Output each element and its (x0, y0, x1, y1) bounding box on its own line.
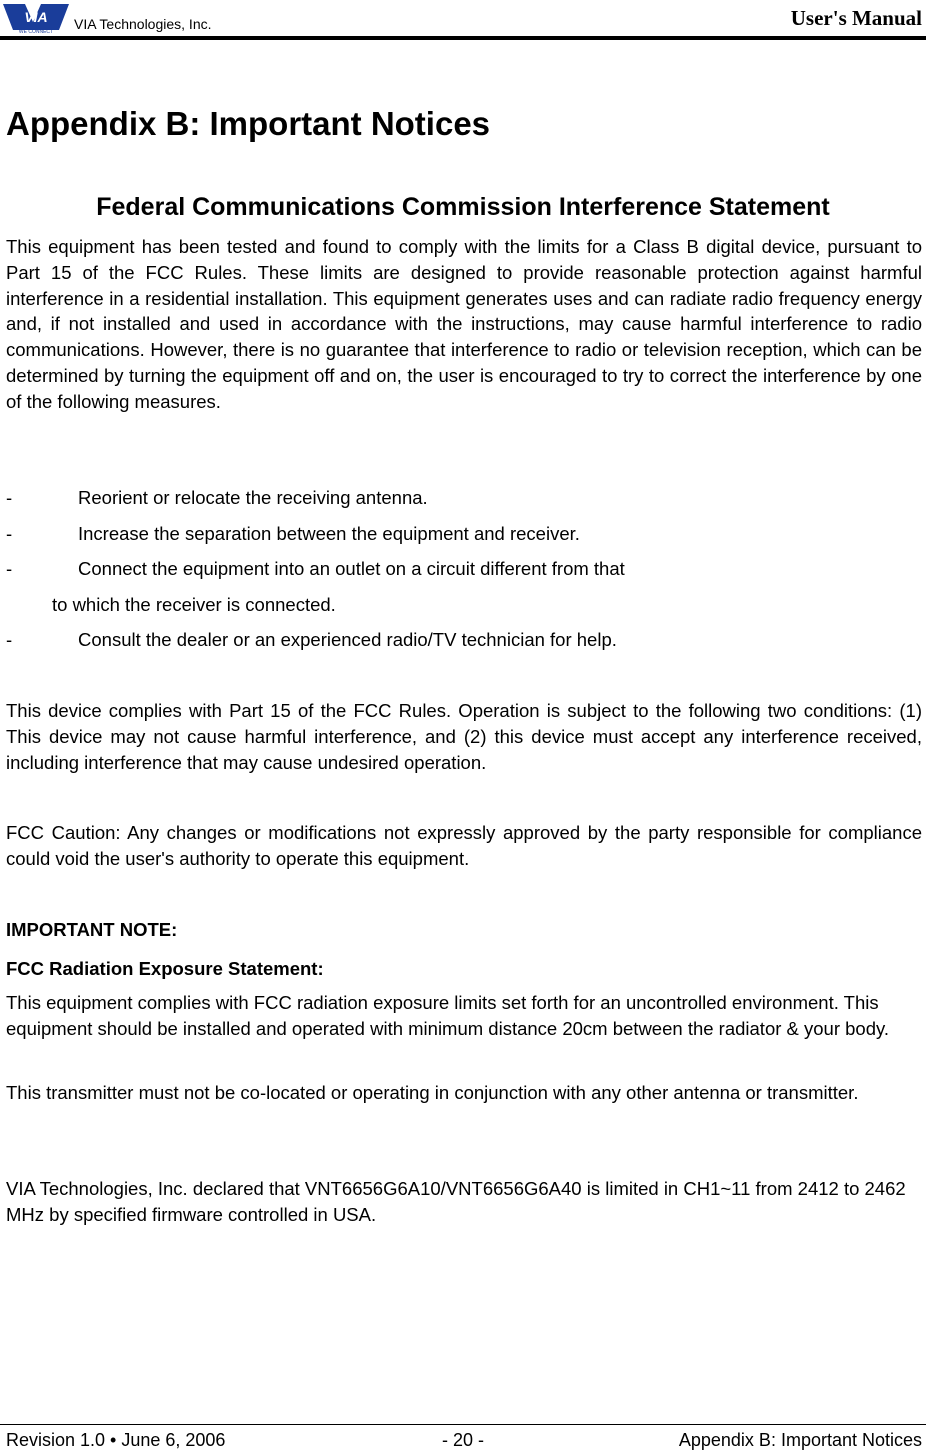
dash: - (6, 558, 13, 579)
via-logo (3, 4, 69, 34)
footer-section: Appendix B: Important Notices (678, 1430, 922, 1450)
logo-text: VIA (24, 9, 48, 25)
section-title: Federal Communications Commission Interference Statement (96, 193, 830, 221)
measure-item-4 (6, 627, 617, 652)
manual-title: User's Manual (790, 6, 922, 30)
dash: - (6, 629, 13, 650)
radiation-paragraph: This equipment complies with FCC radiation exposure limits set forth for an uncontrolled environment. This equipment should be installed and operated with minimum distance 20cm between the radiator & your body. (6, 992, 890, 1039)
page-title: Appendix B: Important Notices (6, 105, 491, 142)
header-divider (0, 36, 926, 40)
dash: - (6, 523, 13, 544)
measure-item-2 (6, 521, 580, 546)
caution-paragraph: FCC Caution: Any changes or modifications not expressly approved by the party responsible for compliance could void the user's authority to operate this equipment. (6, 822, 922, 869)
footer-divider (0, 1424, 926, 1425)
company-name: VIA Technologies, Inc. (74, 16, 212, 32)
compliance-paragraph: This device complies with Part 15 of the FCC Rules. Operation is subject to the following two conditions: (1) This device may not cause harmful interference, and (2) this device must accept any interference received, including interference that may cause undesired operation. (6, 700, 922, 773)
page-header (0, 0, 926, 40)
declaration-paragraph: VIA Technologies, Inc. declared that VNT6656G6A10/VNT6656G6A40 is limited in CH1~11 from 2412 to 2462 MHz by specified firmware controlled in USA. (6, 1178, 906, 1225)
footer-revision: Revision 1.0 • June 6, 2006 (6, 1430, 226, 1450)
measure-item-1 (6, 485, 428, 510)
logo-tagline: WE CONNECT (18, 29, 54, 34)
colocation-paragraph: This transmitter must not be co-located or operating in conjunction with any other antenna or transmitter. (6, 1082, 859, 1103)
important-note-heading: IMPORTANT NOTE: (6, 919, 178, 940)
footer-page-number: - 20 - (442, 1430, 485, 1450)
measure-item-3 (6, 556, 625, 581)
measure-text: Consult the dealer or an experienced radio/TV technician for help. (78, 629, 617, 650)
intro-paragraph: This equipment has been tested and found to comply with the limits for a Class B digital device, pursuant to Part 15 of the FCC Rules. These limits are designed to provide reasonable protection against harmful interference in a residential installation. This equipment generates uses and can radiate radio frequency energy and, if not installed and used in accordance with the instructions, may cause harmful interference to radio communications. However, there is no guarantee that interference to radio or television reception, which can be determined by turning the equipment off and on, the user is encouraged to try to correct the interference by one of the following measures. (6, 236, 922, 412)
radiation-heading: FCC Radiation Exposure Statement: (6, 958, 324, 979)
measure-text: Connect the equipment into an outlet on a circuit different from that (78, 558, 625, 579)
measure-text: Increase the separation between the equipment and receiver. (78, 523, 580, 544)
measure-text: Reorient or relocate the receiving antenna. (78, 487, 428, 508)
dash: - (6, 487, 13, 508)
measure-item-3-continued: to which the receiver is connected. (52, 594, 336, 615)
